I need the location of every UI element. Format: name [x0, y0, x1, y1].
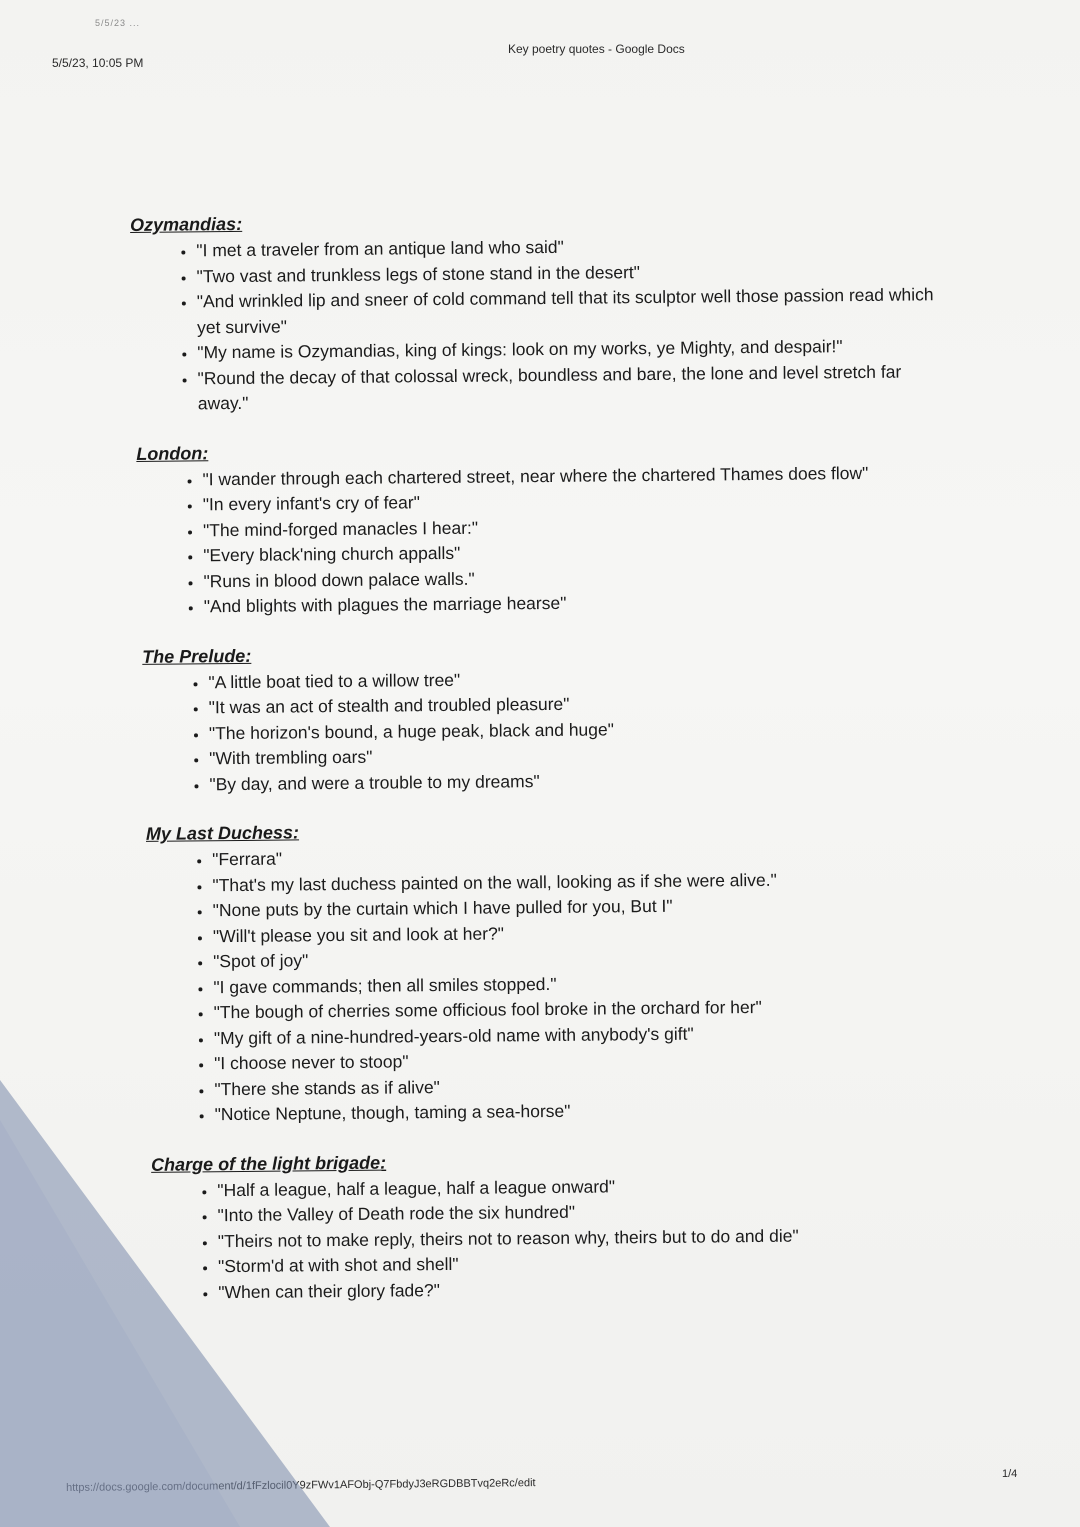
quote-item: • "That's my last duchess painted on the wall, looking as if she were alive.": [212, 866, 956, 899]
quote-item: • "And blights with plagues the marriage hearse": [204, 587, 954, 620]
quote-item: • "It was an act of stealth and troubled pleasure": [209, 688, 955, 721]
quote-item: • "I choose never to stoop": [214, 1044, 958, 1077]
quote-item: • "There she stands as if alive": [214, 1070, 958, 1103]
quote-item: • "The mind-forged manacles I hear:": [203, 511, 953, 544]
print-footer: [0, 1460, 1080, 1520]
quote-list: [136, 460, 953, 621]
quote-item: • "My name is Ozymandias, king of kings: look on my works, ye Mighty, and despair!": [197, 333, 951, 366]
section-heading: Charge of the light brigade:: [151, 1152, 387, 1175]
quote-item: • "I met a traveler from an antique land who said": [196, 231, 950, 264]
quote-item: • "My gift of a nine-hundred-years-old name with anybody's gift": [214, 1019, 958, 1052]
quote-list: [130, 231, 952, 417]
quote-item: • "Will't please you sit and look at her?": [213, 917, 957, 950]
quote-item: • "None puts by the curtain which I have pulled for you, But I": [213, 891, 957, 924]
section-charge-of-the-light-brigade: [151, 1147, 960, 1306]
page-number: 1/4: [1002, 1468, 1018, 1480]
document-url: https://docs.google.com/document/d/1fFzlocil0Y9zFWv1AFObj-Q7FbdyJ3eRGDBBTvq2eRc/edit: [66, 1477, 536, 1494]
quote-item: • "I wander through each chartered street, near where the chartered Thames does flow": [202, 460, 952, 493]
quote-item: • "Runs in blood down palace walls.": [203, 562, 953, 595]
quote-item: • "Ferrara": [212, 840, 956, 873]
quote-item: • "When can their glory fade?": [218, 1273, 960, 1306]
print-header: [0, 0, 1080, 80]
section-ozymandias: [130, 207, 952, 417]
quote-item: • "In every infant's cry of fear": [203, 485, 953, 518]
quote-item: • "Notice Neptune, though, taming a sea-horse": [215, 1095, 959, 1128]
quote-item: • "Storm'd at with shot and shell": [218, 1247, 960, 1280]
section-heading: My Last Duchess:: [145, 822, 300, 844]
quote-item: • "Theirs not to make reply, theirs not to reason why, theirs but to do and die": [218, 1222, 960, 1255]
quote-item: • "A little boat tied to a willow tree": [208, 663, 954, 696]
quote-item: • "The horizon's bound, a huge peak, black and huge": [209, 714, 955, 747]
quote-item: • "Two vast and trunkless legs of stone stand in the desert": [196, 257, 950, 290]
quote-item: • "And wrinkled lip and sneer of cold command tell that its sculptor well those passion read which yet survive": [197, 282, 951, 340]
section-the-prelude: [142, 639, 955, 798]
section-london: [136, 436, 954, 621]
document-title: Key poetry quotes - Google Docs: [508, 42, 685, 56]
quote-item: • "Every black'ning church appalls": [203, 536, 953, 569]
quote-item: • "Into the Valley of Death rode the six hundred": [217, 1196, 959, 1229]
section-my-last-duchess: [146, 816, 959, 1128]
document-body: [130, 207, 961, 1332]
scan-stamp: 5/5/23 ...: [95, 18, 141, 28]
quote-item: • "The bough of cherries some officious fool broke in the orchard for her": [214, 993, 958, 1026]
quote-item: • "With trembling oars": [209, 739, 955, 772]
quote-list: [142, 663, 955, 798]
section-heading: Ozymandias:: [130, 213, 243, 235]
quote-item: • "By day, and were a trouble to my dreams": [209, 765, 955, 798]
quote-list: [151, 1171, 960, 1306]
quote-item: • "I gave commands; then all smiles stopped.": [213, 968, 957, 1001]
print-datetime: 5/5/23, 10:05 PM: [52, 56, 144, 70]
quote-item: • "Spot of joy": [213, 942, 957, 975]
quote-list: [146, 840, 959, 1128]
section-heading: The Prelude:: [142, 645, 252, 667]
section-heading: London:: [136, 442, 209, 464]
quote-item: • "Round the decay of that colossal wreck, boundless and bare, the lone and level stretch far away.": [197, 359, 951, 417]
quote-item: • "Half a league, half a league, half a league onward": [217, 1171, 959, 1204]
